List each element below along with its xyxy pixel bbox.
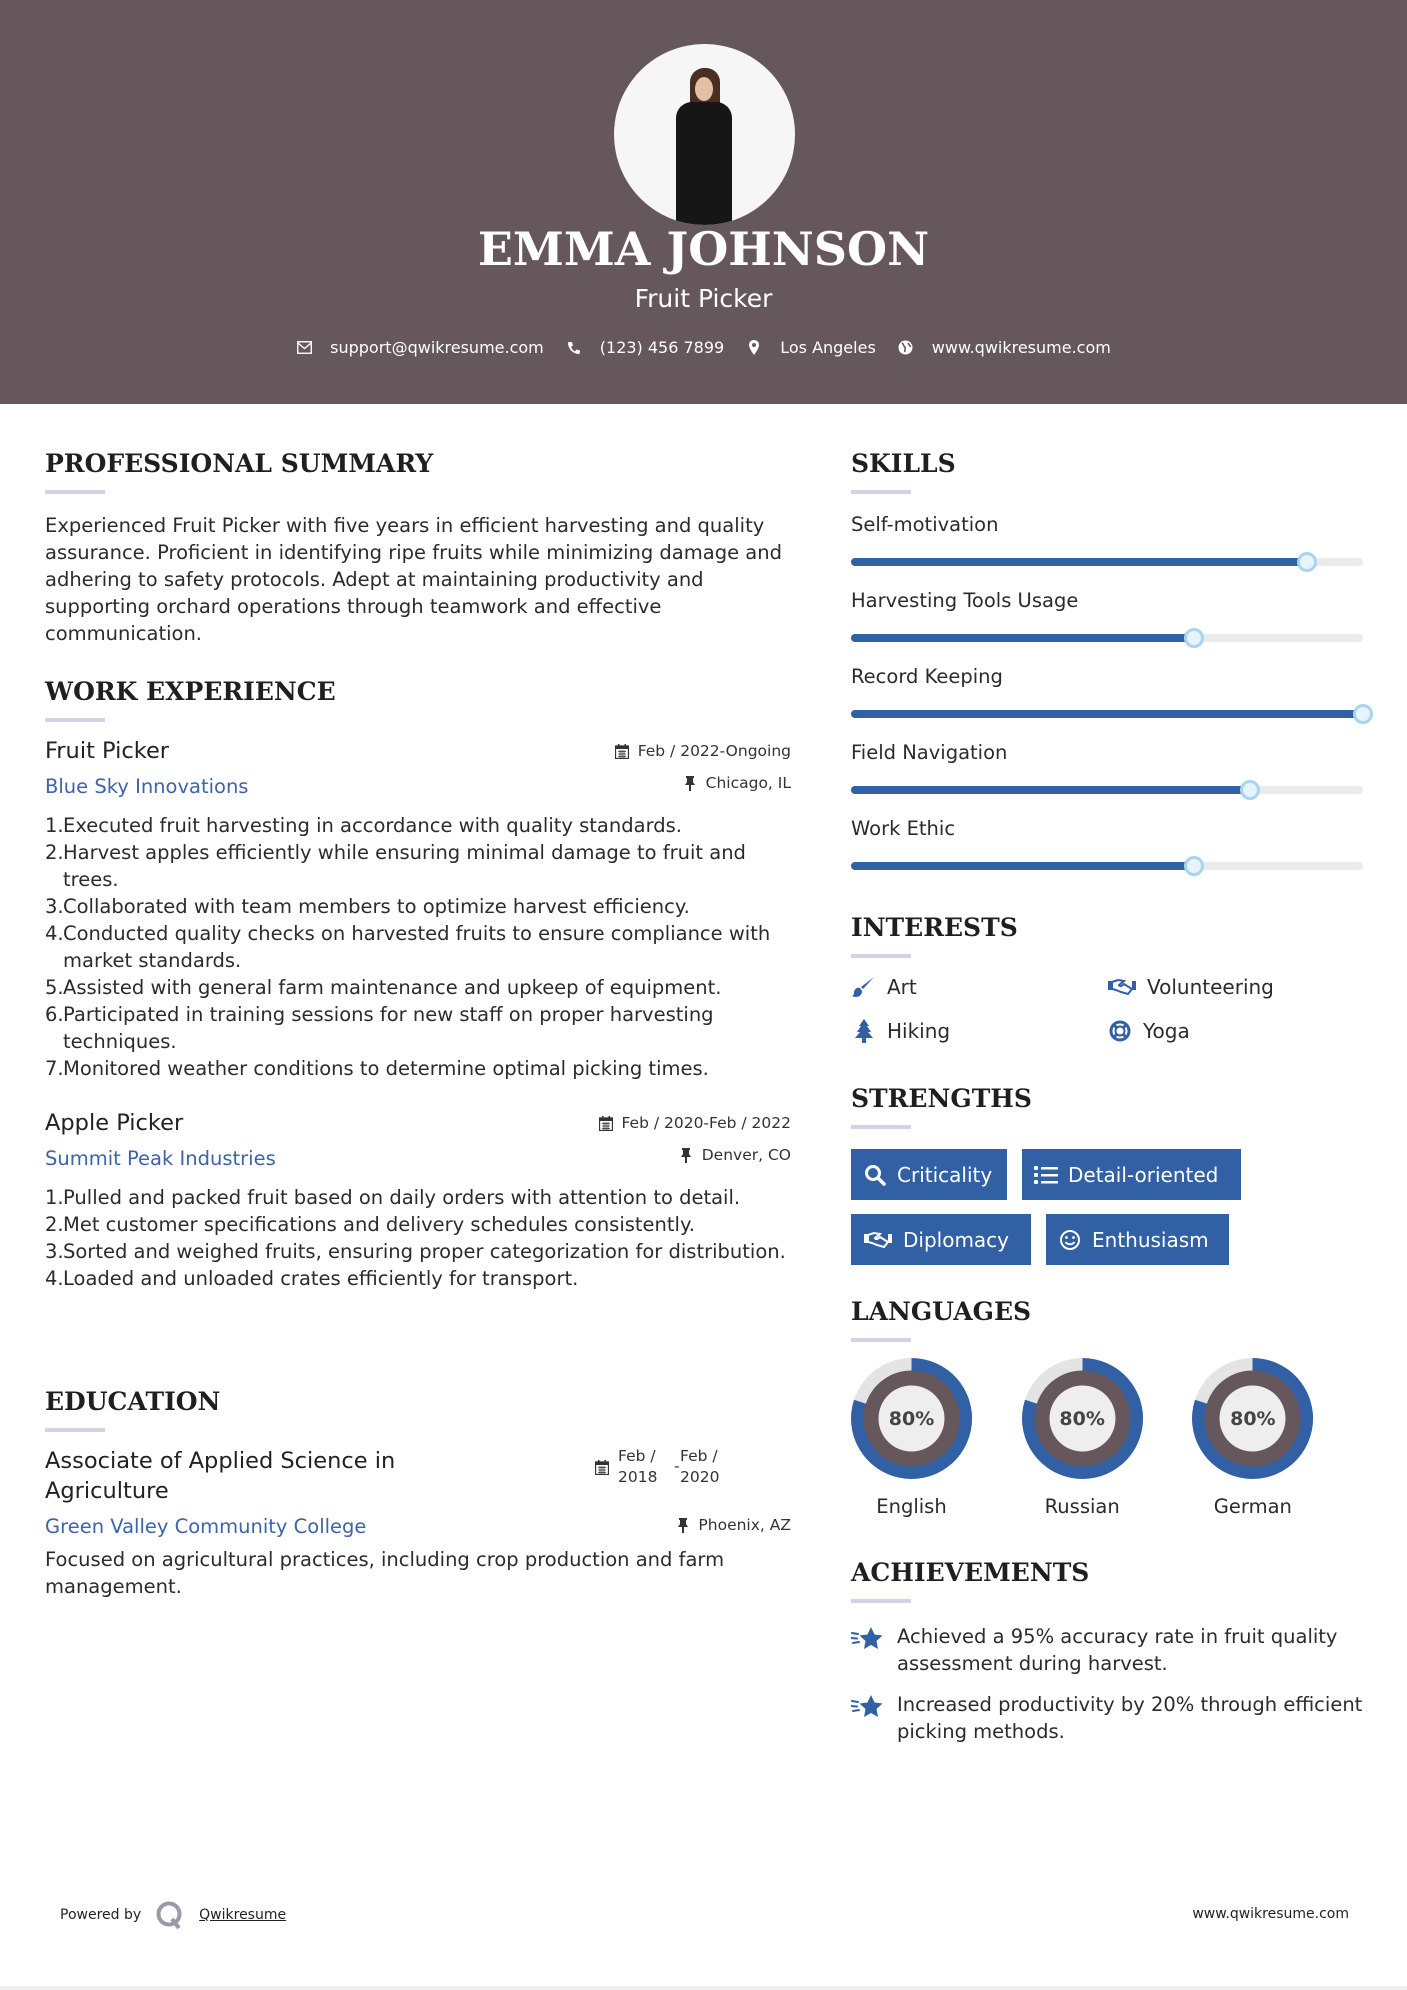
search-icon: [863, 1164, 887, 1186]
experience-section: [45, 676, 791, 1292]
map-marker-icon: [746, 340, 762, 356]
job-entry: [45, 736, 791, 1082]
powered-by: [60, 1900, 286, 1930]
school-name: Green Valley Community College: [45, 1515, 367, 1538]
thumbtack-icon: [675, 1518, 690, 1533]
strength-badge: Criticality: [851, 1149, 1007, 1200]
language-donut: 80%: [1022, 1358, 1143, 1479]
section-heading-summary: PROFESSIONAL SUMMARY: [45, 449, 434, 478]
skill-knob: [1184, 856, 1204, 876]
footer-website[interactable]: www.qwikresume.com: [1192, 1906, 1349, 1922]
list-icon: [1034, 1164, 1058, 1186]
job-position: Apple Picker: [45, 1110, 184, 1136]
duty-item: Sorted and weighed fruits, ensuring proper categorization for distribution.: [63, 1240, 786, 1263]
section-divider: [851, 1338, 911, 1342]
skill-item: Harvesting Tools Usage: [851, 588, 1363, 664]
contact-email[interactable]: [296, 338, 544, 357]
duty-item: Monitored weather conditions to determine optimal picking times.: [63, 1057, 709, 1080]
languages-section: [851, 1296, 1363, 1518]
section-divider: [45, 1428, 105, 1432]
education-section: [45, 1386, 791, 1600]
duty-item: Met customer specifications and delivery schedules consistently.: [63, 1213, 695, 1236]
strengths-section: [851, 1083, 1363, 1279]
contact-location-text: Los Angeles: [780, 338, 876, 357]
calendar-icon: [615, 744, 630, 759]
smile-icon: [1058, 1229, 1082, 1251]
resume-header: [0, 0, 1407, 404]
section-divider: [45, 718, 105, 722]
language-item: 80% German: [1192, 1358, 1363, 1518]
contact-website-text: www.qwikresume.com: [931, 338, 1111, 357]
interests-section: [851, 912, 1363, 1046]
skill-knob: [1353, 704, 1373, 724]
life-ring-icon: [1107, 1019, 1133, 1043]
section-heading-education: EDUCATION: [45, 1387, 221, 1416]
interest-item: Hiking: [851, 1016, 1107, 1046]
job-location: Chicago, IL: [683, 774, 791, 792]
handshake-icon: [1107, 975, 1137, 999]
job-dates: Feb / 2020-Feb / 2022: [598, 1114, 791, 1132]
qwikresume-link[interactable]: Qwikresume: [199, 1907, 287, 1923]
job-duties: [45, 1184, 791, 1292]
envelope-icon: [296, 340, 312, 356]
duty-item: Loaded and unloaded crates efficiently for transport.: [63, 1267, 579, 1290]
powered-by-label: Powered by: [60, 1907, 142, 1923]
degree-line-1: Associate of Applied Science in: [45, 1448, 396, 1474]
phone-icon: [566, 340, 582, 356]
job-company: Blue Sky Innovations: [45, 775, 249, 798]
skill-item: Self-motivation: [851, 512, 1363, 588]
page-bottom-border: [0, 1986, 1407, 1990]
section-divider: [851, 1125, 911, 1129]
section-divider: [851, 490, 911, 494]
interest-item: Yoga: [1107, 1016, 1363, 1046]
strength-badge: Enthusiasm: [1046, 1214, 1229, 1265]
summary-text: Experienced Fruit Picker with five years in efficient harvesting and quality assurance. Proficient in identifying ripe fruits while minimizing damage and adhering to safety protocols. Adept at maintaining productivity and supporting orchard operations through teamwork and effective communication.: [45, 514, 782, 645]
section-divider: [45, 490, 105, 494]
duty-item: Conducted quality checks on harvested fruits to ensure compliance with market standards.: [63, 922, 771, 972]
qwikresume-logo-icon: [155, 1900, 185, 1930]
skill-item: Field Navigation: [851, 740, 1363, 816]
languages-list: [851, 1358, 1363, 1518]
contact-phone[interactable]: [566, 338, 724, 357]
skill-knob: [1184, 628, 1204, 648]
thumbtack-icon: [683, 776, 698, 791]
job-title: Fruit Picker: [634, 284, 773, 313]
tree-icon: [851, 1019, 877, 1043]
calendar-icon: [598, 1116, 613, 1131]
language-item: 80% Russian: [1022, 1358, 1193, 1518]
contact-website[interactable]: [898, 338, 1111, 357]
paint-brush-icon: [851, 975, 877, 999]
interest-item: Art: [851, 972, 1107, 1002]
section-heading-skills: SKILLS: [851, 449, 956, 478]
strengths-list: [851, 1149, 1363, 1279]
education-location: Phoenix, AZ: [675, 1516, 791, 1534]
duty-item: Harvest apples efficiently while ensuring minimal damage to fruit and trees.: [63, 841, 746, 891]
job-entry: [45, 1108, 791, 1292]
skill-bar: [851, 634, 1363, 642]
section-heading-experience: WORK EXPERIENCE: [45, 677, 336, 706]
contact-bar: [0, 338, 1407, 357]
language-item: 80% English: [851, 1358, 1022, 1518]
job-dates: Feb / 2022-Ongoing: [615, 742, 791, 760]
education-dates: Feb / 2018 - Feb / 2020: [595, 1446, 719, 1488]
duty-item: Assisted with general farm maintenance and upkeep of equipment.: [63, 976, 722, 999]
skill-item: Work Ethic: [851, 816, 1363, 892]
contact-phone-text: (123) 456 7899: [599, 338, 725, 357]
education-entry: [45, 1446, 791, 1600]
skills-list: [851, 512, 1363, 892]
skill-bar: [851, 710, 1363, 718]
achievements-section: [851, 1557, 1363, 1759]
skill-knob: [1297, 552, 1317, 572]
contact-location: [746, 338, 876, 357]
interest-item: Volunteering: [1107, 972, 1363, 1002]
shooting-star-icon: [851, 1625, 885, 1653]
achievement-item: Achieved a 95% accuracy rate in fruit quality assessment during harvest.: [851, 1623, 1363, 1677]
skills-section: [851, 448, 1363, 892]
skill-bar: [851, 786, 1363, 794]
strength-badge: Detail-oriented: [1022, 1149, 1241, 1200]
section-divider: [851, 954, 911, 958]
strength-badge: Diplomacy: [851, 1214, 1031, 1265]
calendar-icon: [595, 1460, 610, 1475]
section-heading-strengths: STRENGTHS: [851, 1084, 1032, 1113]
duty-item: Collaborated with team members to optimize harvest efficiency.: [63, 895, 690, 918]
candidate-name: EMMA JOHNSON: [477, 222, 930, 276]
shooting-star-icon: [851, 1693, 885, 1721]
section-divider: [851, 1599, 911, 1603]
interests-list: [851, 972, 1363, 1046]
skill-bar: [851, 558, 1363, 566]
contact-email-text: support@qwikresume.com: [330, 338, 544, 357]
language-donut: 80%: [1192, 1358, 1313, 1479]
achievement-item: Increased productivity by 20% through efficient picking methods.: [851, 1691, 1363, 1745]
duty-item: Participated in training sessions for new staff on proper harvesting techniques.: [63, 1003, 714, 1053]
job-duties: [45, 812, 791, 1082]
skill-bar: [851, 862, 1363, 870]
globe-icon: [898, 340, 914, 356]
thumbtack-icon: [679, 1148, 694, 1163]
section-heading-languages: LANGUAGES: [851, 1297, 1032, 1326]
skill-item: Record Keeping: [851, 664, 1363, 740]
duty-item: Pulled and packed fruit based on daily orders with attention to detail.: [63, 1186, 741, 1209]
section-heading-interests: INTERESTS: [851, 913, 1018, 942]
job-location: Denver, CO: [679, 1146, 791, 1164]
summary-section: [45, 448, 791, 647]
handshake-icon: [863, 1229, 893, 1251]
achievements-list: [851, 1623, 1363, 1745]
profile-photo: [614, 44, 795, 225]
job-company: Summit Peak Industries: [45, 1147, 276, 1170]
degree-line-2: Agriculture: [45, 1478, 169, 1504]
skill-knob: [1240, 780, 1260, 800]
job-position: Fruit Picker: [45, 738, 170, 764]
language-donut: 80%: [851, 1358, 972, 1479]
education-description: Focused on agricultural practices, including crop production and farm management.: [45, 1548, 725, 1598]
section-heading-achievements: ACHIEVEMENTS: [851, 1558, 1090, 1587]
duty-item: Executed fruit harvesting in accordance with quality standards.: [63, 814, 682, 837]
